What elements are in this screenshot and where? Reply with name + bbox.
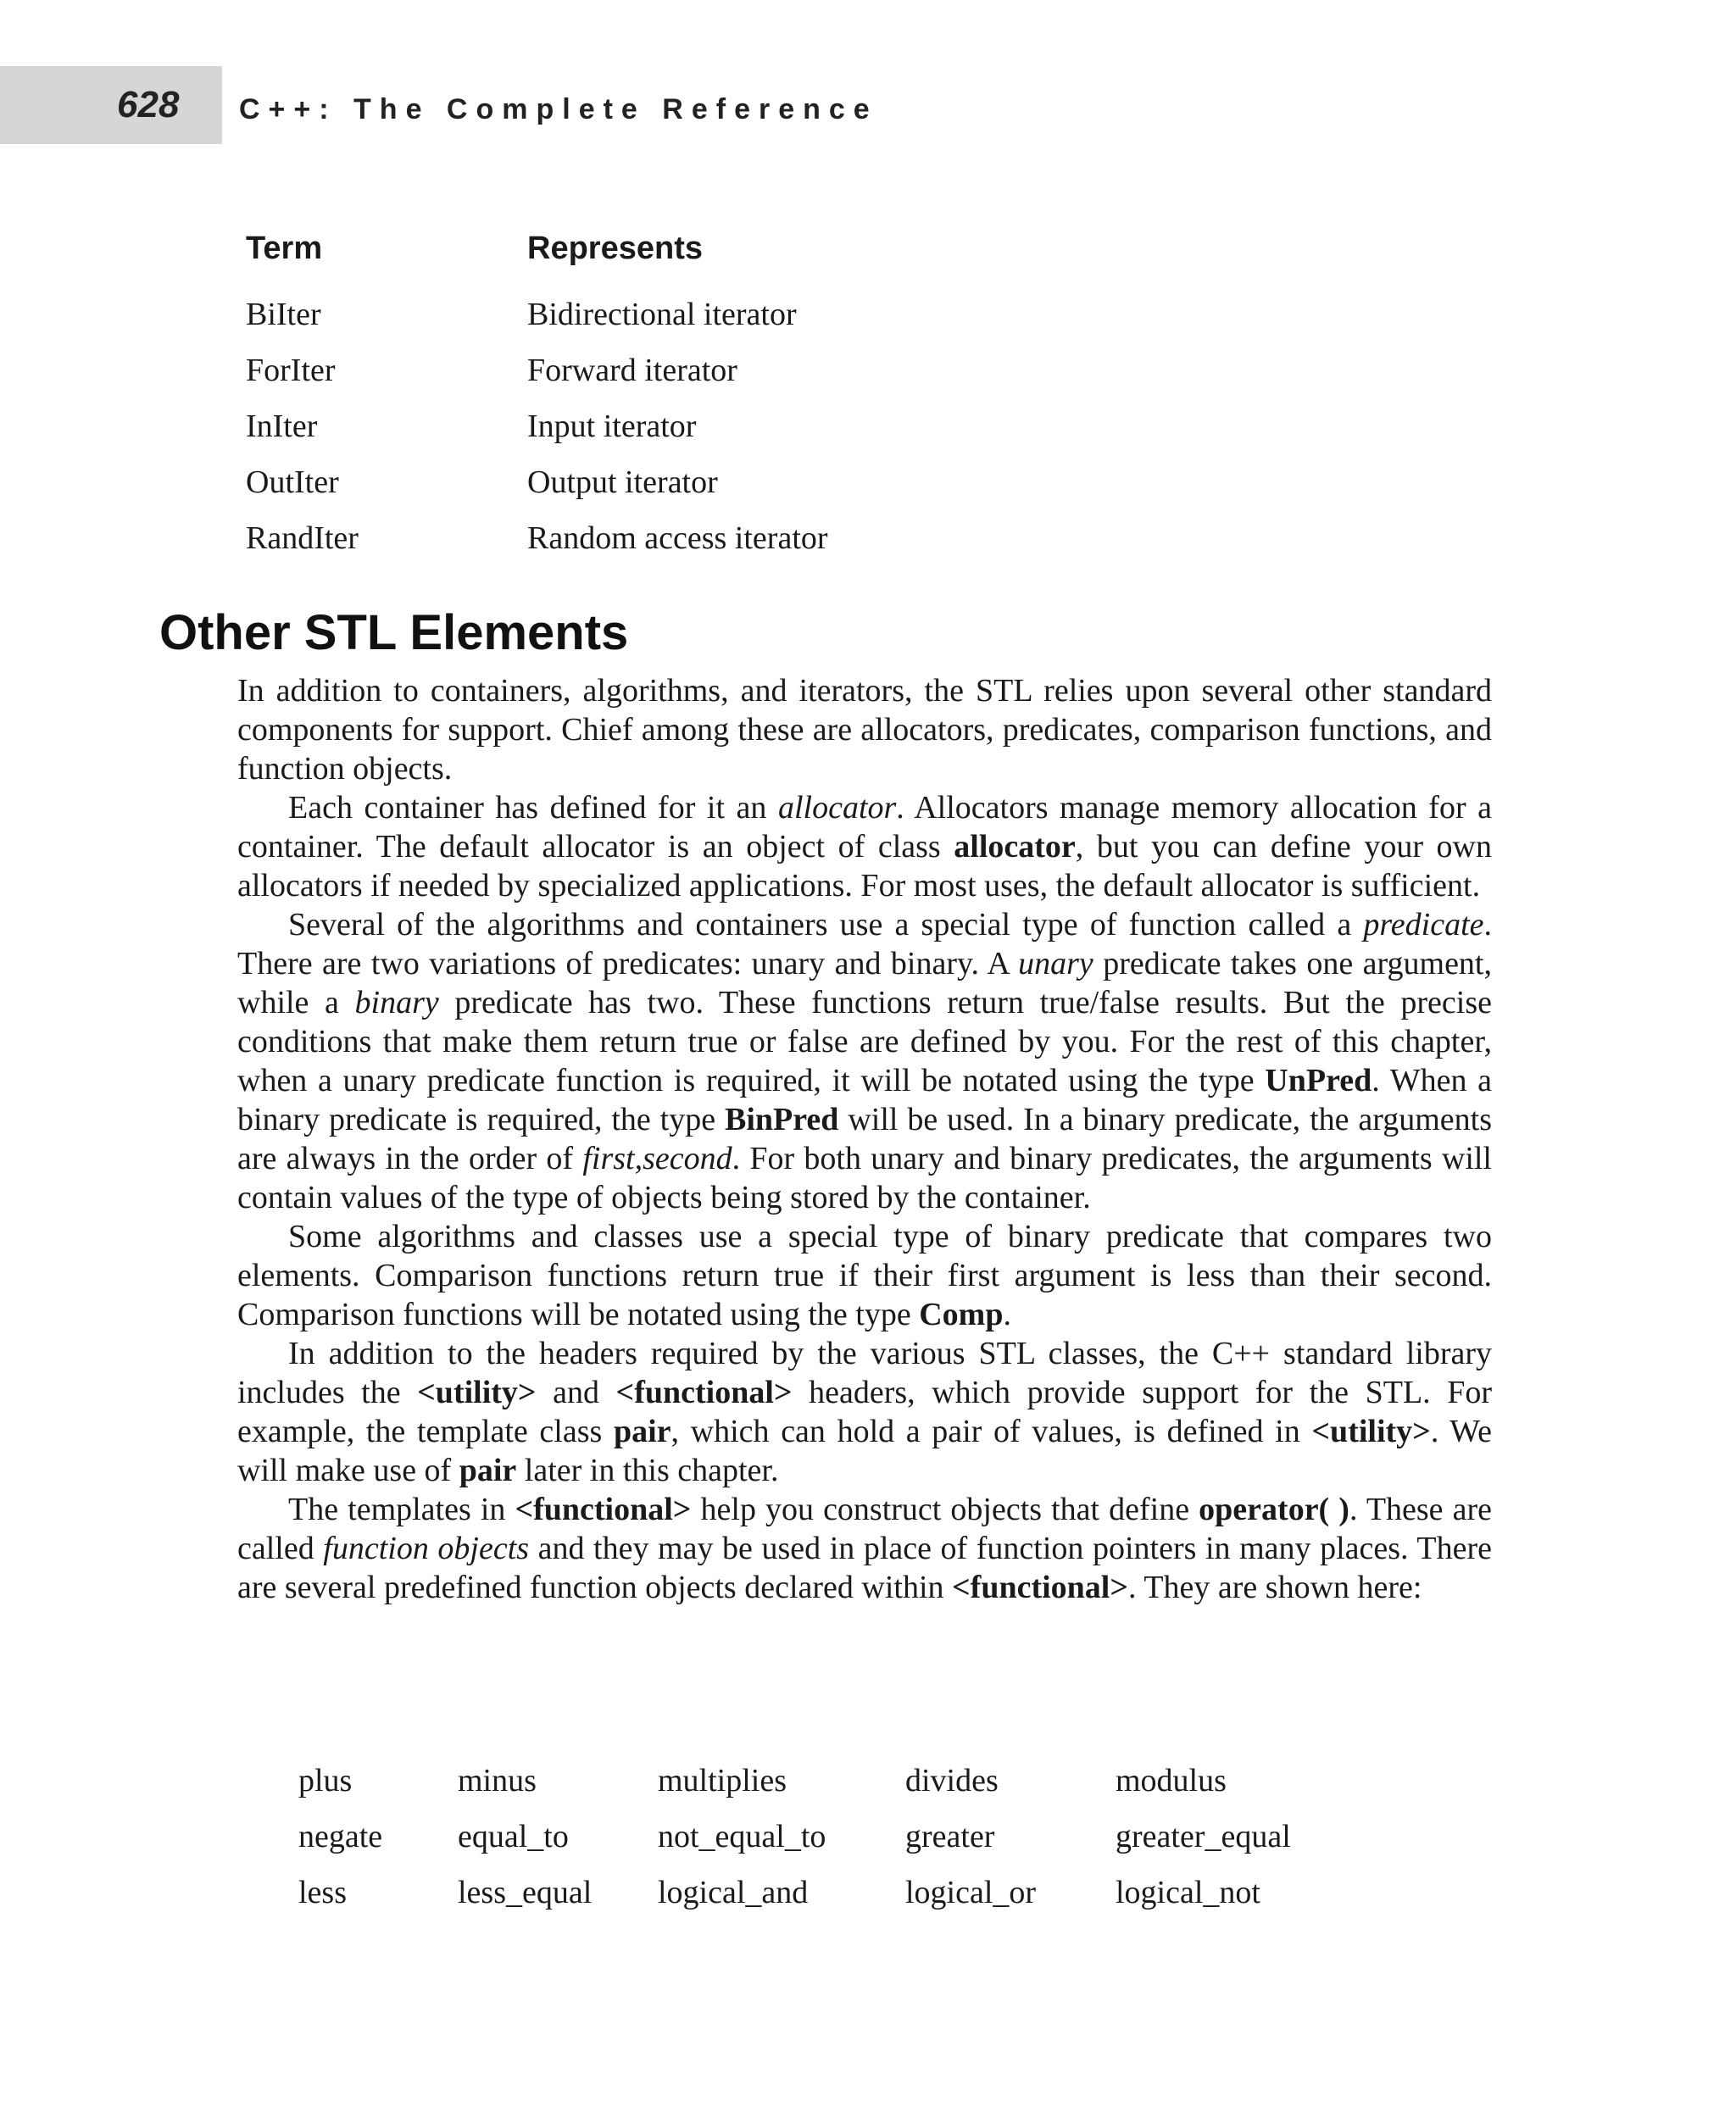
- bold-code: <functional>: [515, 1492, 692, 1527]
- term-column-header: Term: [246, 231, 323, 266]
- italic-term: predicate: [1363, 907, 1484, 942]
- text-run: , which can hold a pair of values, is defined in: [670, 1414, 1312, 1449]
- italic-term: unary: [1018, 946, 1093, 981]
- function-object-cell: modulus: [1116, 1763, 1227, 1798]
- body-text: [237, 671, 1492, 1607]
- paragraph: [237, 1490, 1492, 1607]
- represents-cell: Output iterator: [527, 464, 718, 500]
- function-object-cell: logical_not: [1116, 1875, 1260, 1910]
- italic-term: function objects: [323, 1531, 530, 1566]
- function-object-cell: minus: [458, 1763, 537, 1798]
- bold-code: <functional>: [615, 1375, 793, 1410]
- function-object-cell: less_equal: [458, 1875, 593, 1910]
- paragraph: [237, 671, 1492, 788]
- italic-term: allocator: [777, 790, 897, 826]
- function-object-cell: logical_and: [658, 1875, 809, 1910]
- term-cell: RandIter: [246, 520, 359, 556]
- text-run: Several of the algorithms and containers use a special type of function called a: [288, 907, 1364, 942]
- term-cell: OutIter: [246, 464, 339, 500]
- bold-code: <functional>: [952, 1570, 1129, 1605]
- text-run: Some algorithms and classes use a special type of binary predicate that compares two elements. Comparison functions return true if their first argument is less than their second. Comparison functions will be notated using the type: [237, 1219, 1492, 1332]
- text-run: . These are called: [237, 1492, 1492, 1566]
- bold-code: pair: [459, 1453, 517, 1488]
- text-run: headers, which provide support for the STL. For example, the template class: [237, 1375, 1492, 1449]
- section-heading: Other STL Elements: [159, 605, 629, 660]
- function-object-cell: plus: [298, 1763, 353, 1798]
- page-number-tab: [0, 66, 222, 144]
- text-run: . There are two variations of predicates: unary and binary. A: [237, 907, 1492, 981]
- bold-code: BinPred: [725, 1102, 839, 1137]
- text-run: later in this chapter.: [516, 1453, 779, 1488]
- bold-code: <utility>: [1311, 1414, 1431, 1449]
- function-object-cell: multiplies: [658, 1763, 787, 1798]
- function-object-cell: greater: [905, 1819, 995, 1854]
- running-head: C++: The Complete Reference: [239, 93, 878, 125]
- represents-cell: Input iterator: [527, 409, 697, 444]
- text-run: The templates in: [288, 1492, 515, 1527]
- term-cell: ForIter: [246, 353, 336, 388]
- represents-cell: Random access iterator: [527, 520, 828, 556]
- term-cell: BiIter: [246, 297, 321, 332]
- text-run: will be used. In a binary predicate, the arguments are always in the order of: [237, 1102, 1493, 1176]
- function-object-cell: negate: [298, 1819, 383, 1854]
- text-run: help you construct objects that define: [691, 1492, 1199, 1527]
- text-run: . Allocators manage memory allocation for a container. The default allocator is an object of class: [237, 790, 1493, 864]
- function-object-cell: divides: [905, 1763, 999, 1798]
- paragraph: [237, 1334, 1492, 1490]
- page-number: 628: [117, 84, 180, 125]
- function-object-cell: logical_or: [905, 1875, 1037, 1910]
- text-run: Each container has defined for it an: [288, 790, 778, 826]
- bold-code: operator( ): [1199, 1492, 1349, 1527]
- text-run: predicate takes one argument, while a: [237, 946, 1492, 1020]
- text-run: . We will make use of: [237, 1414, 1492, 1488]
- text-run: In addition to containers, algorithms, and iterators, the STL relies upon several other standard components for support. Chief among these are allocators, predicates, comparison functions, and function objects.: [237, 673, 1492, 787]
- bold-code: allocator: [954, 829, 1076, 864]
- bold-code: Comp: [919, 1297, 1004, 1332]
- represents-cell: Bidirectional iterator: [527, 297, 797, 332]
- text-run: .: [1003, 1297, 1011, 1332]
- text-run: . They are shown here:: [1128, 1570, 1422, 1605]
- represents-column-header: Represents: [527, 231, 703, 266]
- text-run: , but you can define your own allocators if needed by specialized applications. For most uses, the default allocator is sufficient.: [237, 829, 1492, 903]
- paragraph: [237, 788, 1492, 905]
- function-object-cell: equal_to: [458, 1819, 569, 1854]
- function-object-cell: less: [298, 1875, 347, 1910]
- text-run: and they may be used in place of function pointers in many places. There are several predefined function objects declared within: [237, 1531, 1493, 1605]
- italic-term: first,second: [582, 1141, 732, 1176]
- text-run: In addition to the headers required by the various STL classes, the C++ standard library includes the: [237, 1336, 1492, 1410]
- function-object-cell: not_equal_to: [658, 1819, 826, 1854]
- function-object-cell: greater_equal: [1116, 1819, 1291, 1854]
- term-cell: InIter: [246, 409, 318, 444]
- text-run: . For both unary and binary predicates, the arguments will contain values of the type of objects being stored by the container.: [237, 1141, 1492, 1215]
- represents-cell: Forward iterator: [527, 353, 737, 388]
- bold-code: UnPred: [1265, 1063, 1372, 1098]
- text-run: . When a binary predicate is required, the type: [237, 1063, 1492, 1137]
- paragraph: [237, 905, 1492, 1217]
- text-run: predicate has two. These functions return true/false results. But the precise conditions that make them return true or false are defined by you. For the rest of this chapter, when a unary predicate function is required, it will be notated using the type: [237, 985, 1492, 1098]
- text-run: and: [536, 1375, 616, 1410]
- bold-code: <utility>: [417, 1375, 537, 1410]
- italic-term: binary: [354, 985, 439, 1020]
- paragraph: [237, 1217, 1492, 1334]
- bold-code: pair: [613, 1414, 671, 1449]
